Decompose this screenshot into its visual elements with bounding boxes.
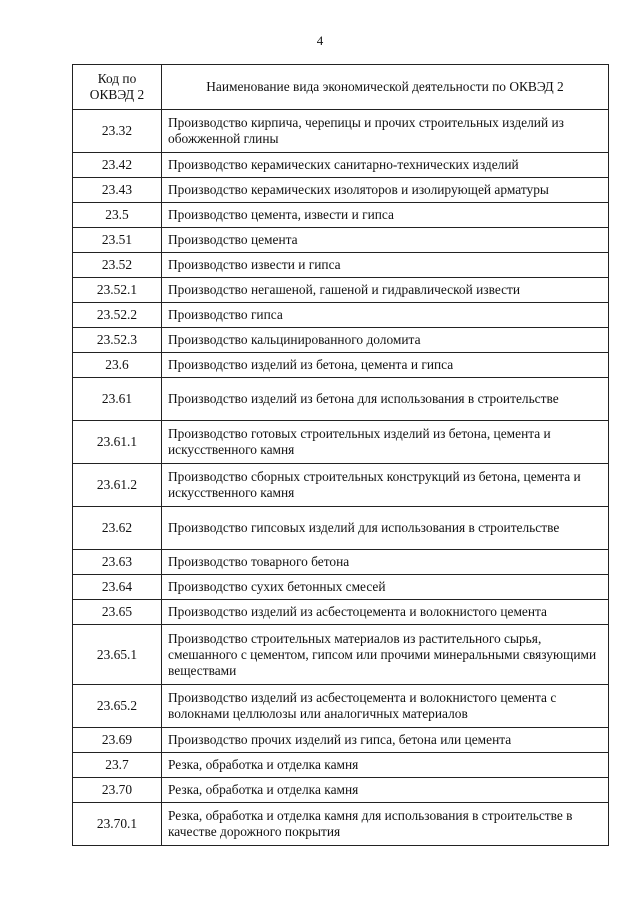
row-name: Производство цемента, извести и гипса bbox=[162, 203, 609, 228]
table-row bbox=[73, 353, 609, 378]
row-name: Резка, обработка и отделка камня bbox=[162, 778, 609, 803]
row-name: Производство сборных строительных конструкций из бетона, цемента и искусственного камня bbox=[162, 464, 609, 507]
row-name: Производство керамических санитарно-технических изделий bbox=[162, 153, 609, 178]
row-code: 23.70 bbox=[73, 778, 162, 803]
row-code: 23.7 bbox=[73, 753, 162, 778]
table-row bbox=[73, 328, 609, 353]
okved-table bbox=[72, 64, 609, 846]
row-name: Производство прочих изделий из гипса, бетона или цемента bbox=[162, 728, 609, 753]
table-row bbox=[73, 178, 609, 203]
row-name: Производство изделий из бетона, цемента и гипса bbox=[162, 353, 609, 378]
row-name: Производство негашеной, гашеной и гидравлической извести bbox=[162, 278, 609, 303]
table-row bbox=[73, 575, 609, 600]
row-name: Производство цемента bbox=[162, 228, 609, 253]
table-row bbox=[73, 778, 609, 803]
table-row bbox=[73, 303, 609, 328]
row-code: 23.65.1 bbox=[73, 625, 162, 685]
row-code: 23.52.3 bbox=[73, 328, 162, 353]
row-name: Производство готовых строительных изделий из бетона, цемента и искусственного камня bbox=[162, 421, 609, 464]
table-row bbox=[73, 278, 609, 303]
row-name: Производство изделий из асбестоцемента и волокнистого цемента bbox=[162, 600, 609, 625]
row-code: 23.32 bbox=[73, 110, 162, 153]
row-code: 23.5 bbox=[73, 203, 162, 228]
header-code: Код по ОКВЭД 2 bbox=[73, 65, 162, 110]
row-code: 23.65 bbox=[73, 600, 162, 625]
row-name: Производство извести и гипса bbox=[162, 253, 609, 278]
row-code: 23.70.1 bbox=[73, 803, 162, 846]
row-code: 23.61.2 bbox=[73, 464, 162, 507]
table-row bbox=[73, 253, 609, 278]
table-header-row bbox=[73, 65, 609, 110]
table-row bbox=[73, 421, 609, 464]
table-row bbox=[73, 507, 609, 550]
row-name: Производство кирпича, черепицы и прочих строительных изделий из обожженной глины bbox=[162, 110, 609, 153]
row-code: 23.62 bbox=[73, 507, 162, 550]
row-code: 23.52.1 bbox=[73, 278, 162, 303]
row-name: Производство гипсовых изделий для использования в строительстве bbox=[162, 507, 609, 550]
row-code: 23.6 bbox=[73, 353, 162, 378]
header-name: Наименование вида экономической деятельности по ОКВЭД 2 bbox=[162, 65, 609, 110]
table-row bbox=[73, 600, 609, 625]
row-code: 23.61.1 bbox=[73, 421, 162, 464]
table-row bbox=[73, 203, 609, 228]
row-name: Резка, обработка и отделка камня для использования в строительстве в качестве дорожного покрытия bbox=[162, 803, 609, 846]
row-code: 23.63 bbox=[73, 550, 162, 575]
table-row bbox=[73, 153, 609, 178]
row-code: 23.52.2 bbox=[73, 303, 162, 328]
row-code: 23.42 bbox=[73, 153, 162, 178]
table-row bbox=[73, 753, 609, 778]
row-name: Резка, обработка и отделка камня bbox=[162, 753, 609, 778]
table-row bbox=[73, 550, 609, 575]
table-row bbox=[73, 625, 609, 685]
row-code: 23.69 bbox=[73, 728, 162, 753]
row-code: 23.51 bbox=[73, 228, 162, 253]
row-code: 23.52 bbox=[73, 253, 162, 278]
row-name: Производство гипса bbox=[162, 303, 609, 328]
table-row bbox=[73, 728, 609, 753]
row-name: Производство изделий из асбестоцемента и волокнистого цемента с волокнами целлюлозы или аналогичных материалов bbox=[162, 685, 609, 728]
row-name: Производство кальцинированного доломита bbox=[162, 328, 609, 353]
table-row bbox=[73, 803, 609, 846]
row-code: 23.43 bbox=[73, 178, 162, 203]
row-code: 23.65.2 bbox=[73, 685, 162, 728]
row-code: 23.64 bbox=[73, 575, 162, 600]
row-code: 23.61 bbox=[73, 378, 162, 421]
page-number: 4 bbox=[316, 33, 324, 48]
table-row bbox=[73, 378, 609, 421]
table-row bbox=[73, 685, 609, 728]
row-name: Производство сухих бетонных смесей bbox=[162, 575, 609, 600]
table-row bbox=[73, 228, 609, 253]
table-row bbox=[73, 110, 609, 153]
table-row bbox=[73, 464, 609, 507]
row-name: Производство товарного бетона bbox=[162, 550, 609, 575]
row-name: Производство изделий из бетона для использования в строительстве bbox=[162, 378, 609, 421]
row-name: Производство строительных материалов из растительного сырья, смешанного с цементом, гипсом или прочими минеральными связующими веществами bbox=[162, 625, 609, 685]
row-name: Производство керамических изоляторов и изолирующей арматуры bbox=[162, 178, 609, 203]
